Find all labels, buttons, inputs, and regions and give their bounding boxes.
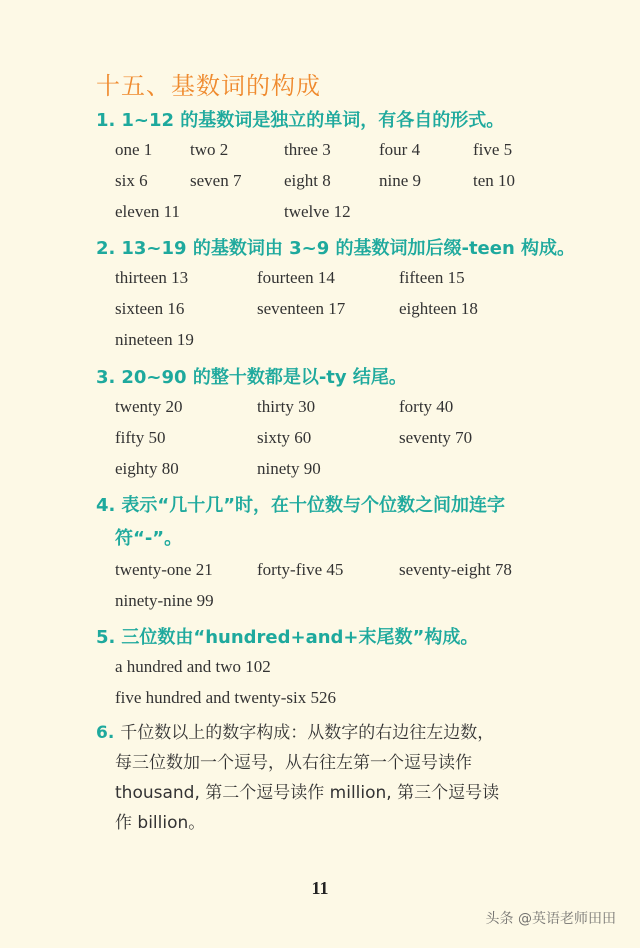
section-heading-text: 13~19 的基数词由 3~9 的基数词加后缀-teen 构成。 <box>121 238 576 259</box>
list-item: eleven 11 <box>115 202 180 221</box>
list-row <box>0 330 640 354</box>
list-item: one 1 <box>115 140 153 159</box>
list-item: seventy-eight 78 <box>399 560 512 579</box>
list-item: eighty 80 <box>115 459 179 478</box>
list-item: two 2 <box>190 140 229 159</box>
section-1-heading <box>96 106 504 132</box>
paragraph-line: 千位数以上的数字构成：从数字的右边往左边数， <box>120 723 495 743</box>
list-item: ninety 90 <box>257 459 321 478</box>
watermark: 头条 @英语老师田田 <box>485 911 616 927</box>
section-number: 6. <box>96 723 115 743</box>
list-item: fifteen 15 <box>399 268 465 287</box>
section-6-paragraph <box>96 718 566 838</box>
list-item: three 3 <box>284 140 331 159</box>
section-2-heading <box>96 234 575 260</box>
list-row <box>0 560 640 584</box>
section-number: 4. <box>96 495 116 516</box>
list-item: twenty-one 21 <box>115 560 213 579</box>
list-item: four 4 <box>379 140 421 159</box>
page-title: 十五、基数词的构成 <box>96 72 321 100</box>
section-heading-text: 1~12 的基数词是独立的单词，有各自的形式。 <box>121 110 505 131</box>
list-item: twenty 20 <box>115 397 183 416</box>
list-item: seventeen 17 <box>257 299 346 318</box>
section-4-heading <box>96 491 505 517</box>
section-heading-text: 20~90 的整十数都是以-ty 结尾。 <box>121 367 407 388</box>
list-row <box>0 591 640 615</box>
list-item: a hundred and two 102 <box>115 657 271 676</box>
section-3-heading <box>96 363 407 389</box>
list-item: eight 8 <box>284 171 331 190</box>
list-item: ninety-nine 99 <box>115 591 214 610</box>
list-item: seven 7 <box>190 171 242 190</box>
list-item: thirteen 13 <box>115 268 189 287</box>
list-item: forty-five 45 <box>257 560 344 579</box>
list-item: six 6 <box>115 171 148 190</box>
list-item: seventy 70 <box>399 428 473 447</box>
list-item: eighteen 18 <box>399 299 478 318</box>
list-item: ten 10 <box>473 171 516 190</box>
paragraph-line: 每三位数加一个逗号，从右往左第一个逗号读作 <box>115 753 472 773</box>
list-item: five 5 <box>473 140 513 159</box>
list-row <box>0 397 640 421</box>
section-number: 1. <box>96 110 116 131</box>
list-row <box>0 171 640 195</box>
list-row <box>0 268 640 292</box>
section-heading-text: 符“-”。 <box>115 528 183 549</box>
list-row <box>0 140 640 164</box>
list-item: sixteen 16 <box>115 299 185 318</box>
list-item: thirty 30 <box>257 397 316 416</box>
section-number: 3. <box>96 367 116 388</box>
section-5-heading <box>96 623 478 649</box>
section-heading-text: 表示“几十几”时，在十位数与个位数之间加连字 <box>121 495 506 516</box>
list-item: twelve 12 <box>284 202 351 221</box>
list-row <box>0 428 640 452</box>
list-item: fifty 50 <box>115 428 166 447</box>
section-number: 5. <box>96 627 116 648</box>
list-item: nine 9 <box>379 171 422 190</box>
list-row <box>0 299 640 323</box>
list-item: fourteen 14 <box>257 268 335 287</box>
list-row <box>0 459 640 483</box>
paragraph-line: thousand, 第二个逗号读作 million, 第三个逗号读 <box>115 783 500 803</box>
section-4-heading-cont <box>115 524 182 550</box>
paragraph-line: 作 billion。 <box>115 813 206 833</box>
list-item: forty 40 <box>399 397 454 416</box>
list-item: sixty 60 <box>257 428 312 447</box>
list-row <box>0 202 640 226</box>
page-number: 11 <box>311 878 329 898</box>
list-item: nineteen 19 <box>115 330 194 349</box>
section-heading-text: 三位数由“hundred+and+末尾数”构成。 <box>121 627 479 648</box>
section-number: 2. <box>96 238 116 259</box>
list-item: five hundred and twenty-six 526 <box>115 688 336 707</box>
